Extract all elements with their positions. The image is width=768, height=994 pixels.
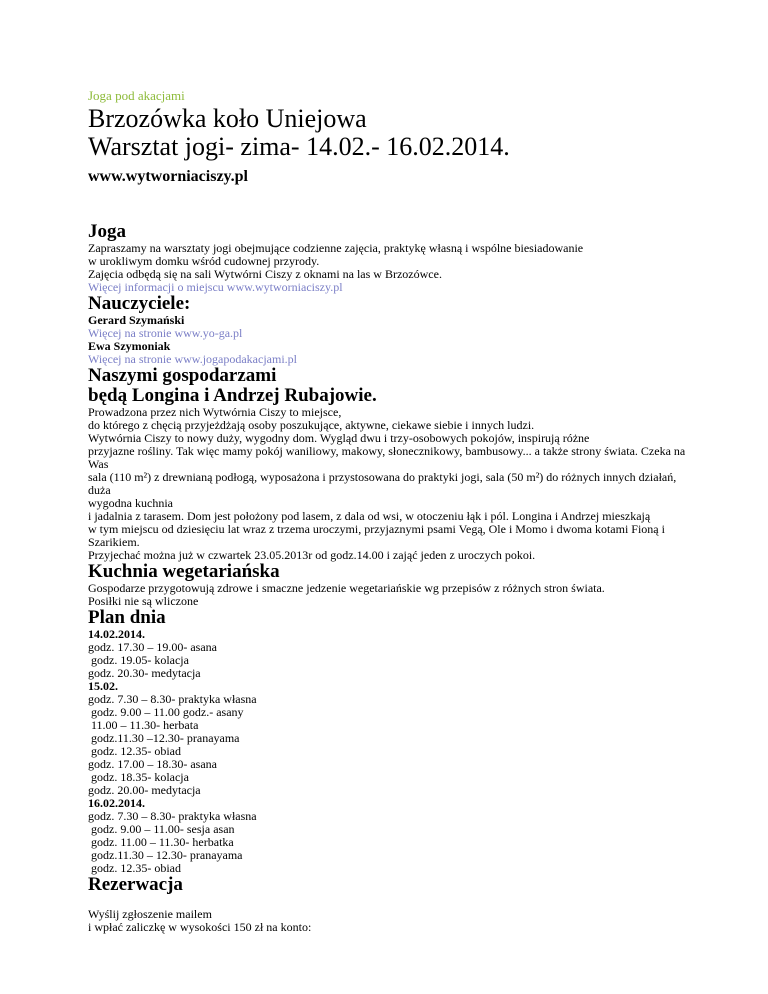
kitchen-line-2: Posiłki nie są wliczone <box>88 594 199 608</box>
joga-line-1: Zapraszamy na warsztaty jogi obejmujące codzienne zajęcia, praktykę własną i wspólne biesiadowanie <box>88 241 584 255</box>
section-heading-gospodarze-1: Naszymi gospodarzami <box>88 365 277 386</box>
schedule-item: godz. 20.30- medytacja <box>88 666 201 680</box>
hosts-line-4: przyjazne rośliny. Tak więc mamy pokój waniliowy, makowy, słonecznikowy, bambusowy... a także strony świata. Czeka na Was <box>88 444 686 471</box>
schedule-item: godz. 17.00 – 18.30- asana <box>88 757 217 771</box>
hosts-line-5: sala (110 m²) z drewnianą podłogą, wyposażona i przystosowana do praktyki jogi, sala (50 m²) do różnych innych działań, duża <box>88 470 677 497</box>
section-kuchnia <box>88 562 688 608</box>
teacher-2-name: Ewa Szymoniak <box>88 339 171 353</box>
schedule-list <box>88 628 688 875</box>
schedule-item: godz. 11.00 – 11.30- herbatka <box>91 835 234 849</box>
hosts-line-7: i jadalnia z tarasem. Dom jest położony pod lasem, z dala od wsi, w otoczeniu łąk i pól. Longina i Andrzej mieszkają <box>88 509 651 523</box>
schedule-item: godz. 19.05- kolacja <box>91 653 189 667</box>
schedule-date: 15.02. <box>88 679 118 693</box>
hosts-line-3: Wytwórnia Ciszy to nowy duży, wygodny dom. Wygląd dwu i trzy-osobowych pokojów, inspirują różne <box>88 431 590 445</box>
brand-label: Joga pod akacjami <box>88 88 185 103</box>
hosts-line-8: w tym miejscu od dziesięciu lat wraz z trzema uroczymi, przyjaznymi psami Vegą, Ole i Momo i dwoma kotami Fioną i <box>88 522 665 536</box>
schedule-item: godz. 12.35- obiad <box>91 744 181 758</box>
schedule-item: godz.11.30 – 12.30- pranayama <box>91 848 243 862</box>
teacher-1-link[interactable]: Więcej na stronie www.yo-ga.pl <box>88 326 243 340</box>
section-heading-joga: Joga <box>88 221 126 242</box>
schedule-item: godz. 9.00 – 11.00 godz.- asany <box>91 705 244 719</box>
schedule-item: godz. 12.35- obiad <box>91 861 181 875</box>
hosts-line-6: wygodna kuchnia <box>88 496 173 510</box>
schedule-item: godz. 20.00- medytacja <box>88 783 201 797</box>
schedule-item: godz. 9.00 – 11.00- sesja asan <box>91 822 235 836</box>
joga-more-link[interactable]: Więcej informacji o miejscu www.wytworniaciszy.pl <box>88 280 343 294</box>
kitchen-line-1: Gospodarze przygotowują zdrowe i smaczne jedzenie wegetariańskie wg przepisów z różnych stron świata. <box>88 581 605 595</box>
schedule-item: godz. 7.30 – 8.30- praktyka własna <box>88 692 257 706</box>
hosts-line-2: do którego z chęcią przyjeżdżają osoby poszukujące, aktywne, ciekawe siebie i innych ludzi. <box>88 418 535 432</box>
section-joga <box>88 222 688 294</box>
section-rezerwacja <box>88 875 688 934</box>
teacher-2-link[interactable]: Więcej na stronie www.jogapodakacjami.pl <box>88 352 297 366</box>
page-title <box>88 105 510 161</box>
section-heading-kuchnia: Kuchnia wegetariańska <box>88 561 280 582</box>
reservation-line-2: i wpłać zaliczkę w wysokości 150 zł na konto: <box>88 920 312 934</box>
section-gospodarze <box>88 366 688 562</box>
hosts-line-1: Prowadzona przez nich Wytwórnia Ciszy to miejsce, <box>88 405 342 419</box>
reservation-line-1: Wyślij zgłoszenie mailem <box>88 907 212 921</box>
joga-line-3: Zajęcia odbędą się na sali Wytwórni Ciszy z oknami na las w Brzozówce. <box>88 267 442 281</box>
hosts-line-10: Przyjechać można już w czwartek 23.05.2013r od godz.14.00 i zająć jeden z uroczych pokoi. <box>88 548 536 562</box>
schedule-item: godz. 17.30 – 19.00- asana <box>88 640 217 654</box>
section-heading-gospodarze-2: będą Longina i Andrzej Rubajowie. <box>88 385 377 406</box>
schedule-item: godz. 7.30 – 8.30- praktyka własna <box>88 809 257 823</box>
section-heading-rezerwacja: Rezerwacja <box>88 874 183 895</box>
section-plan-dnia <box>88 608 688 875</box>
title-line-2: Warsztat jogi- zima- 14.02.- 16.02.2014. <box>88 132 510 161</box>
website-address: www.wytworniaciszy.pl <box>88 168 248 185</box>
section-heading-nauczyciele: Nauczyciele: <box>88 293 191 314</box>
schedule-item: 11.00 – 11.30- herbata <box>91 718 199 732</box>
schedule-item: godz. 18.35- kolacja <box>91 770 189 784</box>
document-body <box>88 222 688 934</box>
schedule-date: 14.02.2014. <box>88 627 145 641</box>
section-heading-plan: Plan dnia <box>88 607 166 628</box>
schedule-date: 16.02.2014. <box>88 796 145 810</box>
joga-line-2: w urokliwym domku wśród cudownej przyrody. <box>88 254 320 268</box>
schedule-item: godz.11.30 –12.30- pranayama <box>91 731 240 745</box>
teacher-1-name: Gerard Szymański <box>88 313 185 327</box>
title-line-1: Brzozówka koło Uniejowa <box>88 104 367 133</box>
hosts-line-9: Szarikiem. <box>88 535 140 549</box>
section-nauczyciele <box>88 294 688 366</box>
